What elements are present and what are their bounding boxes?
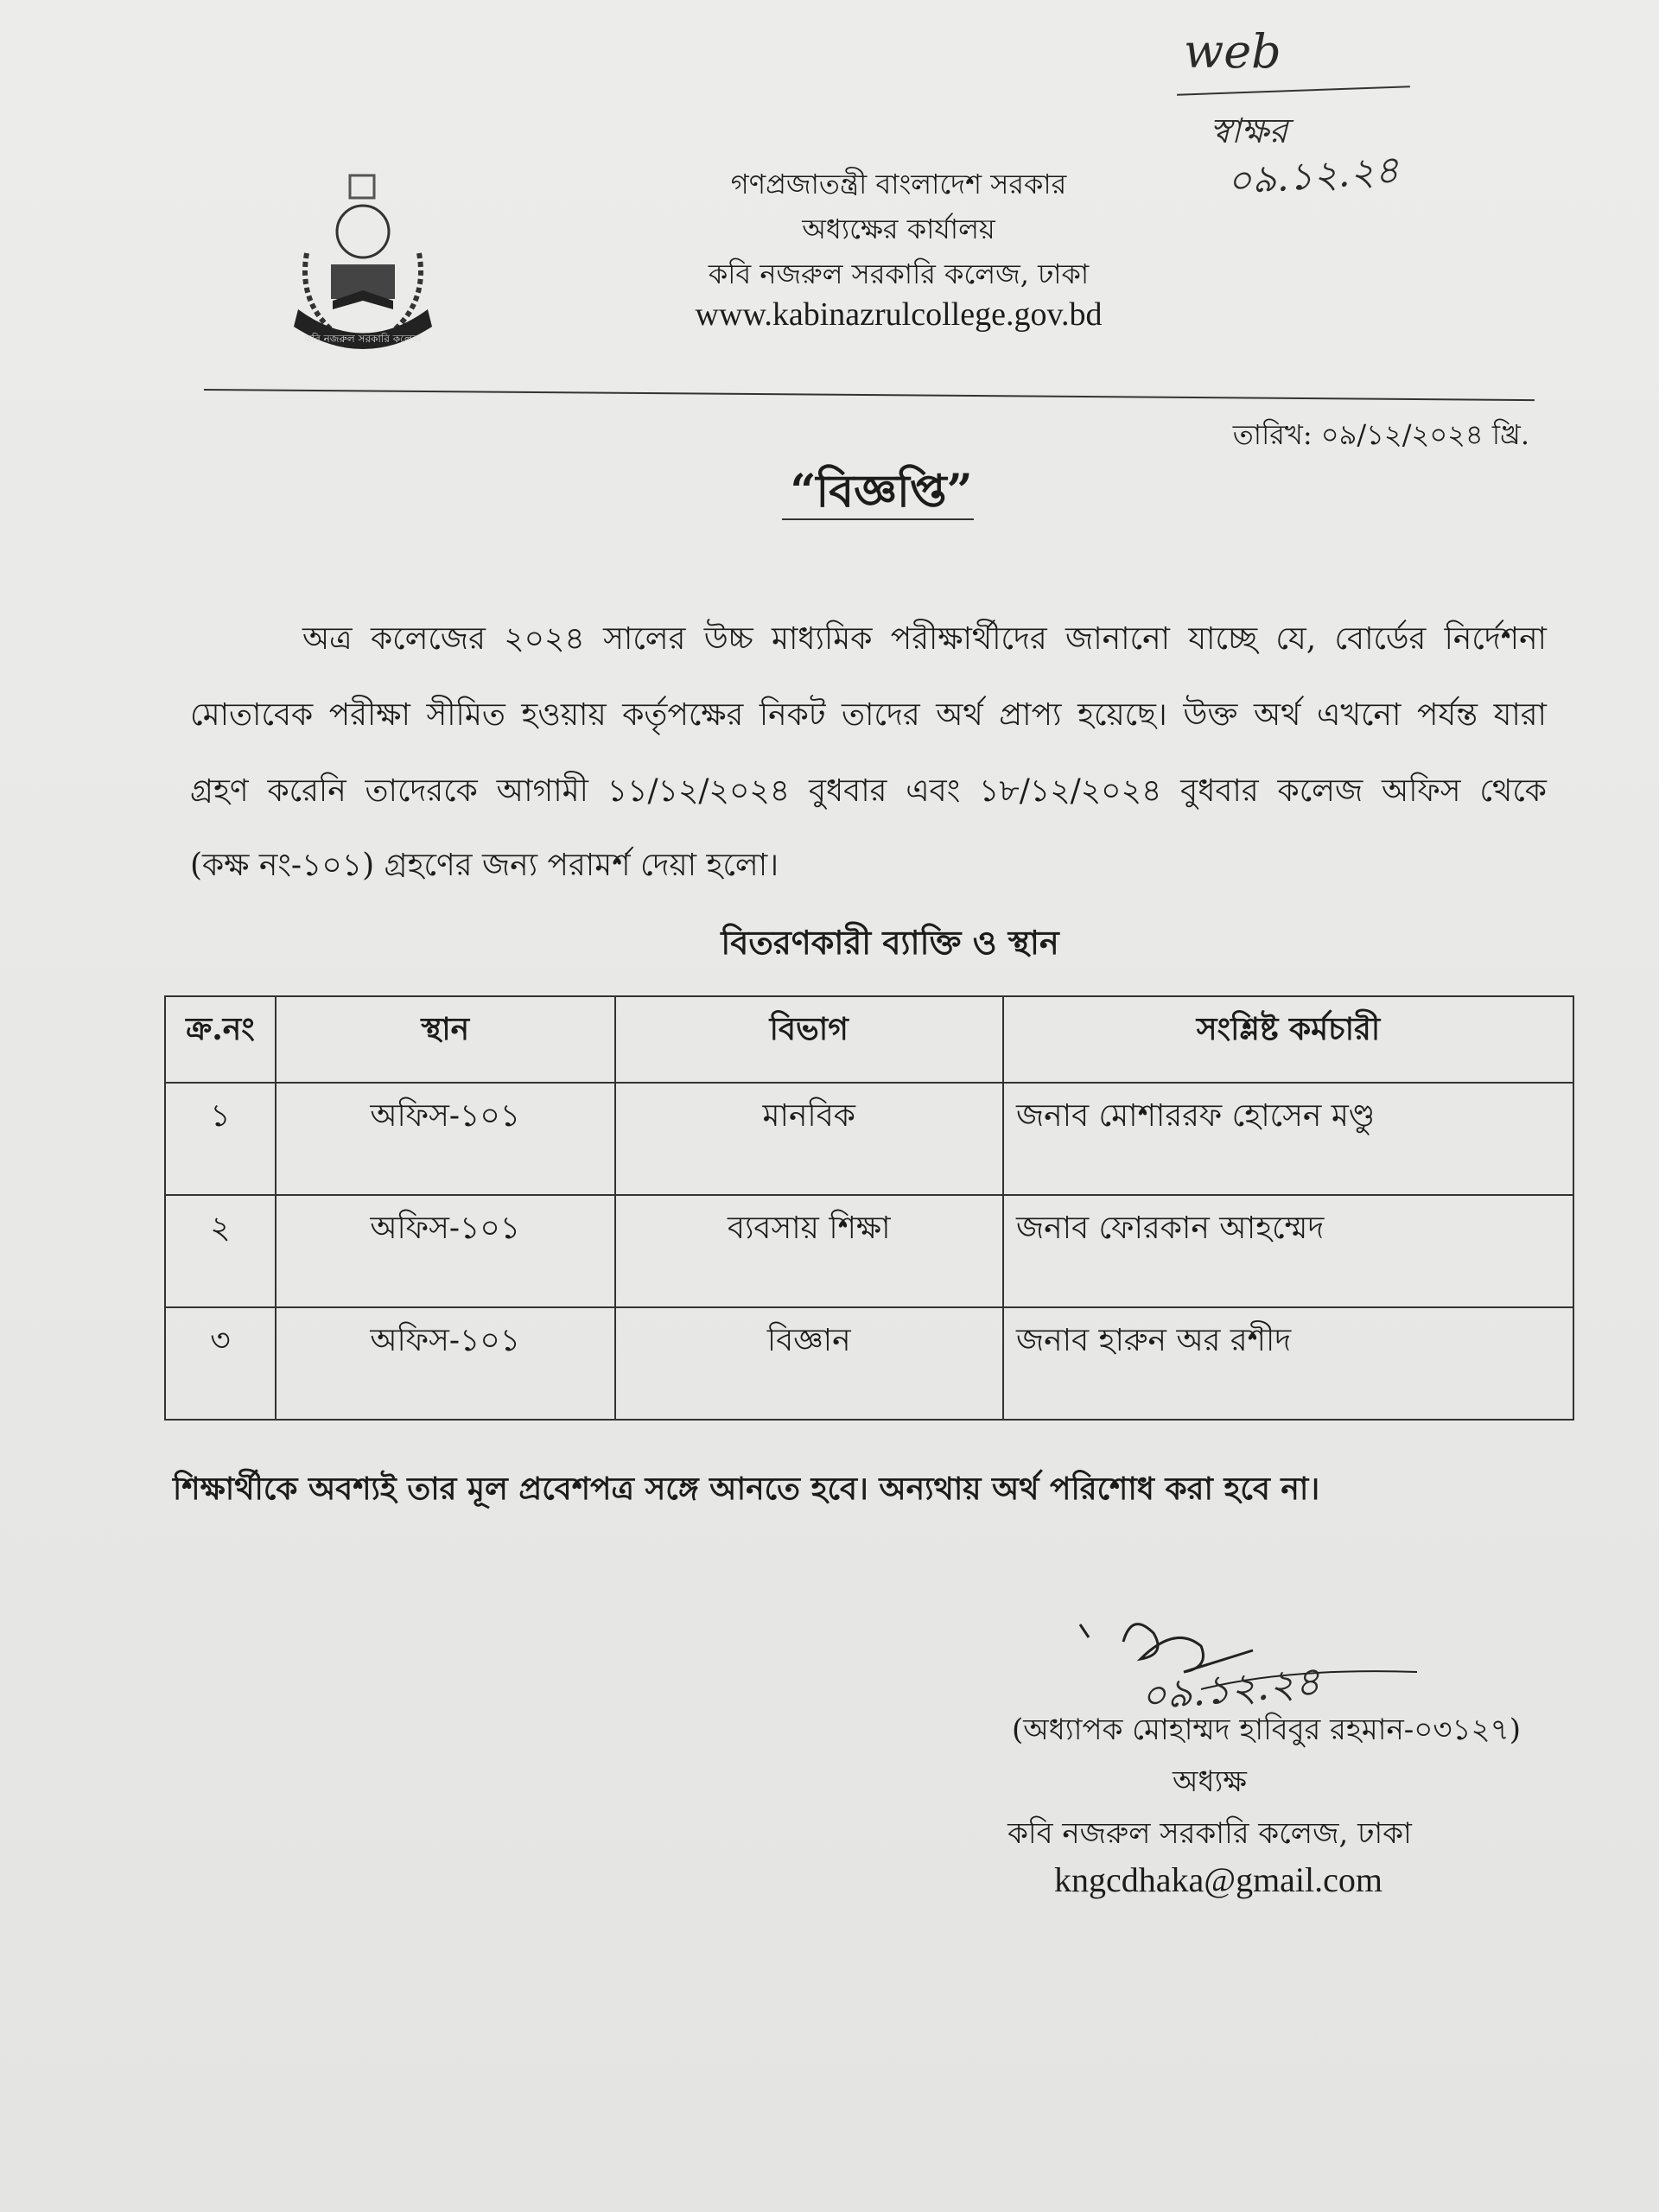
cell-serial: ১ xyxy=(165,1083,276,1195)
principal-email[interactable]: kngcdhaka@gmail.com xyxy=(1053,1860,1383,1899)
table-row xyxy=(165,1083,1573,1195)
table-header-row xyxy=(165,996,1573,1083)
distribution-table xyxy=(164,995,1574,1421)
handwritten-underline xyxy=(1177,86,1410,95)
body-line-4: (কক্ষ নং-১০১) গ্রহণের জন্য পরামর্শ দেয়া হলো। xyxy=(190,848,779,883)
cell-place: অফিস-১০১ xyxy=(276,1195,615,1307)
cell-place: অফিস-১০১ xyxy=(276,1307,615,1420)
handwritten-initials: স্বাক্ষর xyxy=(1210,111,1288,151)
cell-staff: জনাব ফোরকান আহম্মেদ xyxy=(1003,1195,1573,1307)
logo-text: কবি নজরুল সরকারি কলেজ xyxy=(304,333,422,345)
handwritten-date-top: ০৯.১২.২৪ xyxy=(1225,148,1401,204)
notice-date: তারিখ: ০৯/১২/২০২৪ খ্রি. xyxy=(1232,418,1529,451)
header-department: বিভাগ xyxy=(615,996,1003,1083)
header-place: স্থান xyxy=(276,996,615,1083)
header-divider xyxy=(204,389,1535,401)
table-row xyxy=(165,1307,1573,1420)
title-underline xyxy=(782,518,974,520)
table-title: বিতরণকারী ব্যাক্তি ও স্থান xyxy=(721,923,1059,962)
notice-title: “বিজ্ঞপ্তি” xyxy=(790,465,973,518)
header-office: অধ্যক্ষের কার্যালয় xyxy=(802,213,995,245)
cell-department: মানবিক xyxy=(615,1083,1003,1195)
signature-date: ০৯.১২.২৪ xyxy=(1138,1657,1323,1719)
cell-serial: ৩ xyxy=(165,1307,276,1420)
principal-institution: কবি নজরুল সরকারি কলেজ, ঢাকা xyxy=(1007,1816,1412,1851)
header-govt: গণপ্রজাতন্ত্রী বাংলাদেশ সরকার xyxy=(730,168,1067,200)
header-staff: সংশ্লিষ্ট কর্মচারী xyxy=(1003,996,1573,1083)
handwritten-note-web: web xyxy=(1184,24,1281,79)
principal-designation: অধ্যক্ষ xyxy=(1173,1764,1247,1799)
cell-serial: ২ xyxy=(165,1195,276,1307)
body-line-1: অত্র কলেজের ২০২৪ সালের উচ্চ মাধ্যমিক পরীক্ষার্থীদের জানানো যাচ্ছে যে, বোর্ডের নির্দেশনা xyxy=(302,621,1547,657)
body-line-2: মোতাবেক পরীক্ষা সীমিত হওয়ায় কর্তৃপক্ষের নিকট তাদের অর্থ প্রাপ্য হয়েছে। উক্ত অর্থ এখনো পর্যন্ত যারা xyxy=(190,697,1547,733)
cell-staff: জনাব মোশাররফ হোসেন মণ্ডু xyxy=(1003,1083,1573,1195)
college-logo-emblem xyxy=(281,171,445,357)
header-serial: ক্র.নং xyxy=(165,996,276,1083)
body-line-3: গ্রহণ করেনি তাদেরকে আগামী ১১/১২/২০২৪ বুধবার এবং ১৮/১২/২০২৪ বুধবার কলেজ অফিস থেকে xyxy=(190,773,1547,809)
table-row xyxy=(165,1195,1573,1307)
principal-name: (অধ্যাপক মোহাম্মদ হাবিবুর রহমান-০৩১২৭) xyxy=(1012,1713,1521,1747)
admit-card-note: শিক্ষার্থীকে অবশ্যই তার মূল প্রবেশপত্র সঙ্গে আনতে হবে। অন্যথায় অর্থ পরিশোধ করা হবে না। xyxy=(173,1471,1320,1507)
cell-department: ব্যবসায় শিক্ষা xyxy=(615,1195,1003,1307)
cell-department: বিজ্ঞান xyxy=(615,1307,1003,1420)
header-website[interactable]: www.kabinazrulcollege.gov.bd xyxy=(695,296,1103,333)
cell-staff: জনাব হারুন অর রশীদ xyxy=(1003,1307,1573,1420)
header-college: কবি নজরুল সরকারি কলেজ, ঢাকা xyxy=(708,257,1090,290)
cell-place: অফিস-১০১ xyxy=(276,1083,615,1195)
